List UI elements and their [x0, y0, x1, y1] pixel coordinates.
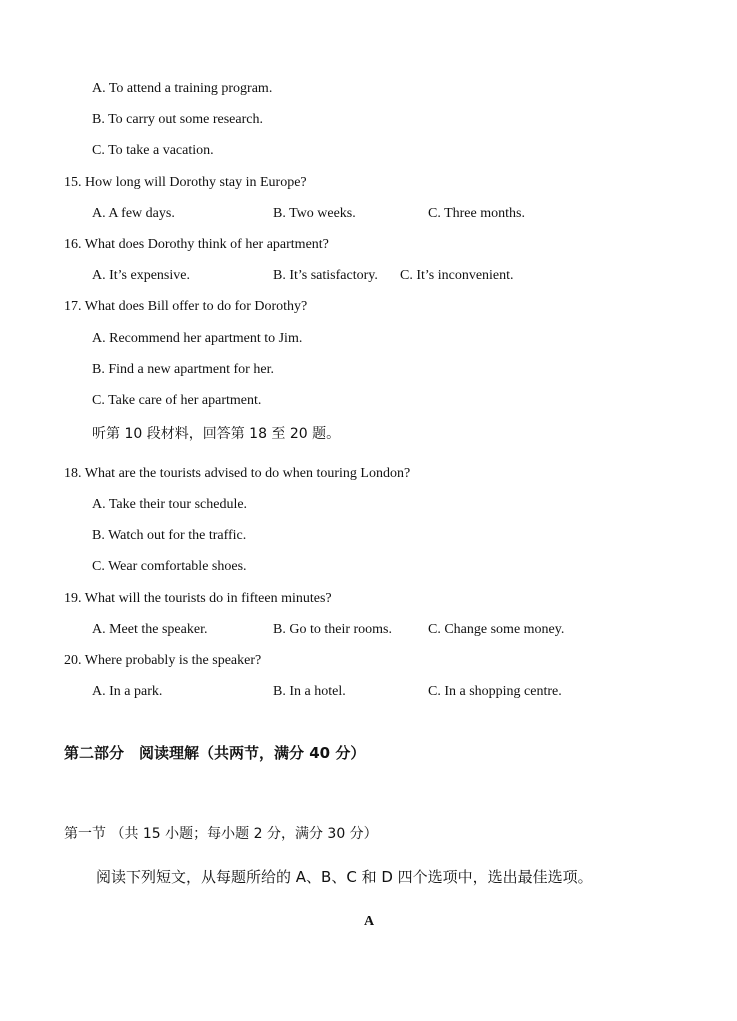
q18-option-b: B. Watch out for the traffic. — [92, 528, 247, 543]
q15-option-c: C. Three months. — [428, 206, 525, 221]
reading-instruction: 阅读下列短文，从每题所给的 A、B、C 和 D 四个选项中，选出最佳选项。 — [96, 868, 593, 886]
q16-option-c: C. It’s inconvenient. — [400, 268, 514, 283]
q14-option-b: B. To carry out some research. — [92, 112, 263, 127]
q17-option-c: C. Take care of her apartment. — [92, 393, 262, 408]
q20-question: 20. Where probably is the speaker? — [64, 653, 262, 668]
q17-option-a: A. Recommend her apartment to Jim. — [92, 331, 303, 346]
q16-option-a: A. It’s expensive. — [92, 268, 190, 283]
q20-option-c: C. In a shopping centre. — [428, 684, 562, 699]
q18-question: 18. What are the tourists advised to do when touring London? — [64, 466, 411, 481]
q14-option-c: C. To take a vacation. — [92, 143, 214, 158]
q16-option-b: B. It’s satisfactory. — [273, 268, 378, 283]
q18-option-c: C. Wear comfortable shoes. — [92, 559, 247, 574]
passage-label: A — [364, 914, 375, 929]
q15-option-b: B. Two weeks. — [273, 206, 356, 221]
q19-option-b: B. Go to their rooms. — [273, 622, 392, 637]
q18-option-a: A. Take their tour schedule. — [92, 497, 248, 512]
q15-question: 15. How long will Dorothy stay in Europe? — [64, 175, 307, 190]
q17-option-b: B. Find a new apartment for her. — [92, 362, 274, 377]
q15-option-a: A. A few days. — [92, 206, 175, 221]
q14-option-a: A. To attend a training program. — [92, 81, 273, 96]
q19-option-c: C. Change some money. — [428, 622, 565, 637]
q19-option-a: A. Meet the speaker. — [92, 622, 208, 637]
part2-heading: 第二部分 阅读理解（共两节，满分 40 分） — [64, 744, 366, 762]
section1-heading: 第一节 （共 15 小题；每小题 2 分，满分 30 分） — [64, 826, 378, 842]
q19-question: 19. What will the tourists do in fifteen minutes? — [64, 591, 332, 606]
q20-option-b: B. In a hotel. — [273, 684, 346, 699]
passage10-instruction: 听第 10 段材料，回答第 18 至 20 题。 — [92, 426, 341, 442]
q17-question: 17. What does Bill offer to do for Dorothy? — [64, 299, 308, 314]
q20-option-a: A. In a park. — [92, 684, 163, 699]
q16-question: 16. What does Dorothy think of her apartment? — [64, 237, 329, 252]
